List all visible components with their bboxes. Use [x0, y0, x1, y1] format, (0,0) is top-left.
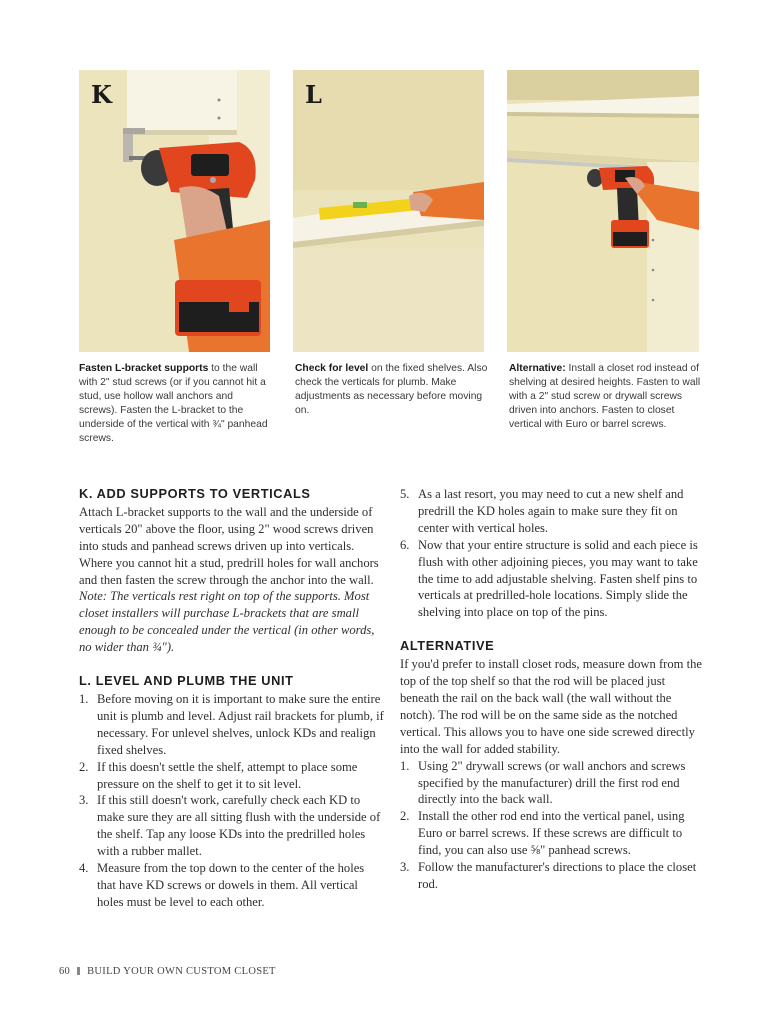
footer-divider [77, 967, 80, 975]
photo-k-fasten-bracket [79, 70, 270, 352]
caption-k-text: to the wall with 2" stud screws (or if you cannot hit a stud, use hollow wall anchors and screws). Fasten the L-bracket to the underside of the vertical with ¾" panhead screws. [79, 363, 268, 444]
step-number: 6. [400, 537, 410, 552]
list-item [400, 859, 705, 893]
caption-alternative [509, 362, 704, 432]
list-item [79, 860, 384, 911]
step-text: Now that your entire structure is solid and each piece is flush with other adjoining pieces, you may want to take the time to add adjustable shelving. Fasten shelf pins to verticals at predrilled-hole locations. Simply slide the shelving into place on top of the pins. [418, 537, 698, 620]
section-l-steps-continued [400, 486, 705, 621]
caption-l-text: on the fixed shelves. Also check the verticals for plumb. Make adjustments as necessary before moving on. [295, 363, 488, 416]
book-title: BUILD YOUR OWN CUSTOM CLOSET [87, 966, 276, 977]
page-footer [59, 966, 276, 977]
closet-rod-illustration [507, 70, 699, 352]
list-item [400, 537, 705, 622]
step-number: 2. [400, 809, 410, 824]
section-k-body-text: Attach L-bracket supports to the wall and the underside of verticals 20" above the floor, using 2" wood screws driven into studs and panhead screws driven up into verticals. Where you cannot hit a stud, predrill holes for wall anchors and then fasten the screw through the anchor into the wall. [79, 504, 379, 587]
caption-l [295, 362, 490, 418]
caption-k-lead: Fasten L-bracket supports [79, 363, 209, 374]
step-number: 1. [79, 691, 89, 706]
caption-alt-lead: Alternative: [509, 363, 566, 374]
step-text: As a last resort, you may need to cut a new shelf and predrill the KD holes again to make sure they fit on center with vertical holes. [418, 487, 684, 535]
step-text: Follow the manufacturer's directions to place the closet rod. [418, 860, 697, 891]
step-text: Install the other rod end into the vertical panel, using Euro or barrel screws. If these screws are difficult to find, you can also use ⅝" panhead screws. [418, 809, 685, 858]
level-shelf-illustration [293, 70, 484, 352]
step-number: 5. [400, 487, 410, 501]
left-column [79, 486, 384, 911]
step-number: 3. [79, 793, 89, 808]
section-l-steps [79, 691, 384, 911]
step-number: 4. [79, 861, 89, 876]
step-number: 3. [400, 860, 410, 875]
caption-l-lead: Check for level [295, 363, 369, 374]
section-alternative-heading: ALTERNATIVE [400, 638, 495, 654]
section-k-body [79, 504, 384, 656]
photo-letter: L [305, 80, 322, 109]
section-alternative-body: If you'd prefer to install closet rods, measure down from the top of the top shelf so that the rod will be placed just beneath the rail on the back wall (the wall without the notch). The rod will be on the same side as the notched vertical. This allows you to have one side screwed directly into the wall for added stability. [400, 657, 702, 756]
drill-bracket-illustration [79, 70, 270, 352]
photo-alternative-closet-rod [507, 70, 699, 352]
section-k-heading: K. ADD SUPPORTS TO VERTICALS [79, 486, 311, 501]
list-item [79, 759, 384, 793]
page-number: 60 [59, 966, 71, 977]
photo-l-check-level [293, 70, 484, 352]
step-number: 1. [400, 758, 410, 773]
caption-k [79, 362, 274, 446]
step-number: 2. [79, 759, 89, 774]
step-text: Measure from the top down to the center of the holes that have KD screws or dowels in them. All vertical holes must be level to each other. [97, 861, 365, 909]
step-text: If this still doesn't work, carefully check each KD to make sure they are all sitting flush with the underside of the shelf. Tap any loose KDs into the predrilled holes with a rubber mallet. [97, 793, 381, 859]
photo-letter: K [91, 80, 112, 109]
list-item [400, 808, 705, 859]
right-column [400, 486, 705, 893]
section-k-note: Note: The verticals rest right on top of the supports. Most closet installers will purchase L-brackets that are small enough to be concealed under the vertical (in other words, no wider than ¾"). [79, 589, 375, 655]
section-l-heading: L. LEVEL AND PLUMB THE UNIT [79, 673, 294, 689]
step-text: Before moving on it is important to make sure the entire unit is plumb and level. Adjust rail brackets for plumb, if necessary. For unlevel shelves, unlock KDs and realign fixed shelves. [97, 691, 384, 757]
list-item [400, 486, 705, 537]
list-item [79, 691, 384, 759]
section-alternative-steps [400, 758, 705, 893]
step-text: If this doesn't settle the shelf, attempt to place some pressure on the shelf to get it to sit level. [97, 759, 358, 791]
list-item [400, 758, 705, 809]
step-text: Using 2" drywall screws (or wall anchors and screws specified by the manufacturer) drill the first rod end directly into the back wall. [418, 758, 686, 807]
list-item [79, 792, 384, 860]
caption-alt-text: Install a closet rod instead of shelving at desired heights. Fasten to wall with a 2" stud screw or drywall screws driven into anchors. Fasten to closet vertical with Euro or barrel screws. [509, 363, 701, 430]
